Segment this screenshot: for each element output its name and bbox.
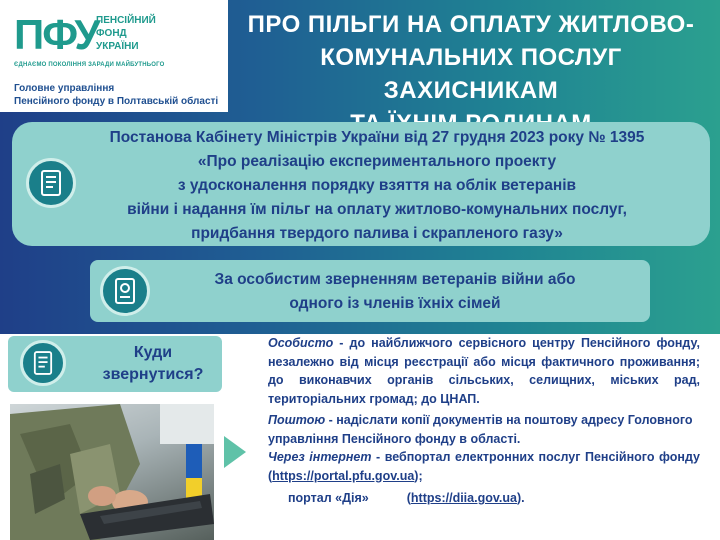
pfu-portal-link[interactable]: https://portal.pfu.gov.ua [272, 468, 415, 483]
application-text [150, 268, 640, 316]
personal-lead: Особисто [268, 336, 334, 350]
page-title [236, 8, 706, 140]
logo-side-line: ПЕНСІЙНИЙ [96, 15, 156, 26]
diia-end: ). [516, 491, 525, 505]
mail-lead: Поштою [268, 413, 326, 427]
resolution-text [52, 126, 702, 246]
internet-lead: Через інтернет [268, 450, 372, 464]
mail-text: - надіслати копії документів на поштову адресу Головного управління Пенсійного фонду в області. [268, 413, 693, 446]
application-box [90, 260, 650, 322]
application-line: За особистим зверненням ветеранів війни або [214, 271, 576, 288]
region-line: Головне управління [14, 83, 115, 94]
logo-side-line: УКРАЇНИ [96, 41, 139, 52]
document-icon [20, 340, 66, 386]
arrow-right-icon [224, 436, 246, 468]
region-caption [14, 82, 224, 108]
where-to-apply-box [8, 336, 222, 392]
mail-paragraph [268, 411, 700, 448]
soldier-laptop-photo [10, 404, 214, 540]
resolution-line: «Про реалізацію експериментального проекту [197, 153, 557, 170]
title-line: КОМУНАЛЬНИХ ПОСЛУГ ЗАХИСНИКАМ [320, 44, 622, 104]
logo-side-line: ФОНД [96, 28, 127, 39]
pfu-logo-mark: ПФУ [14, 11, 99, 58]
diia-paragraph: портал «Дія» (https://diia.gov.ua). [288, 491, 525, 505]
resolution-box [12, 122, 710, 246]
internet-end: ); [414, 468, 423, 483]
resolution-line: придбання твердого палива і скрапленого газу» [191, 225, 563, 242]
logo-tagline: ЄДНАЄМО ПОКОЛІННЯ ЗАРАДИ МАЙБУТНЬОГО [14, 62, 165, 68]
contact-info [268, 334, 700, 508]
diia-label: портал «Дія» [288, 491, 369, 505]
internet-paragraph [268, 448, 700, 485]
title-line: ПРО ПІЛЬГИ НА ОПЛАТУ ЖИТЛОВО- [247, 11, 695, 38]
resolution-line: Постанова Кабінету Міністрів України від 27 грудня 2023 року № 1395 [109, 129, 645, 146]
resolution-line: з удосконалення порядку взяття на облік ветеранів [177, 177, 577, 194]
dash: - [371, 450, 385, 464]
certificate-icon [100, 266, 150, 316]
pfu-logo-side-text [96, 14, 206, 53]
resolution-line: війни і надання їм пільг на оплату житлово-комунальних послуг, [127, 201, 627, 218]
where-line: звернутися? [102, 366, 204, 383]
personal-text: до найближчого сервісного центру Пенсійного фонду, незалежно від місця реєстрації або місця фактичного проживання; до виконавчих органів сільських, селищних, міських рад, територіальних громад; до ЦНАП. [268, 336, 700, 406]
application-line: одного із членів їхніх сімей [289, 295, 501, 312]
internet-text: вебпортал електронних послуг Пенсійного фонду ( [268, 450, 700, 483]
where-line: Куди [133, 344, 173, 361]
pfu-logo-block [0, 0, 228, 112]
dash: - [333, 336, 350, 350]
personal-visit-paragraph [268, 334, 700, 408]
where-to-apply-text [88, 342, 218, 386]
region-line: Пенсійного фонду в Полтавській області [14, 96, 219, 107]
diia-portal-link[interactable]: https://diia.gov.ua [410, 491, 517, 505]
